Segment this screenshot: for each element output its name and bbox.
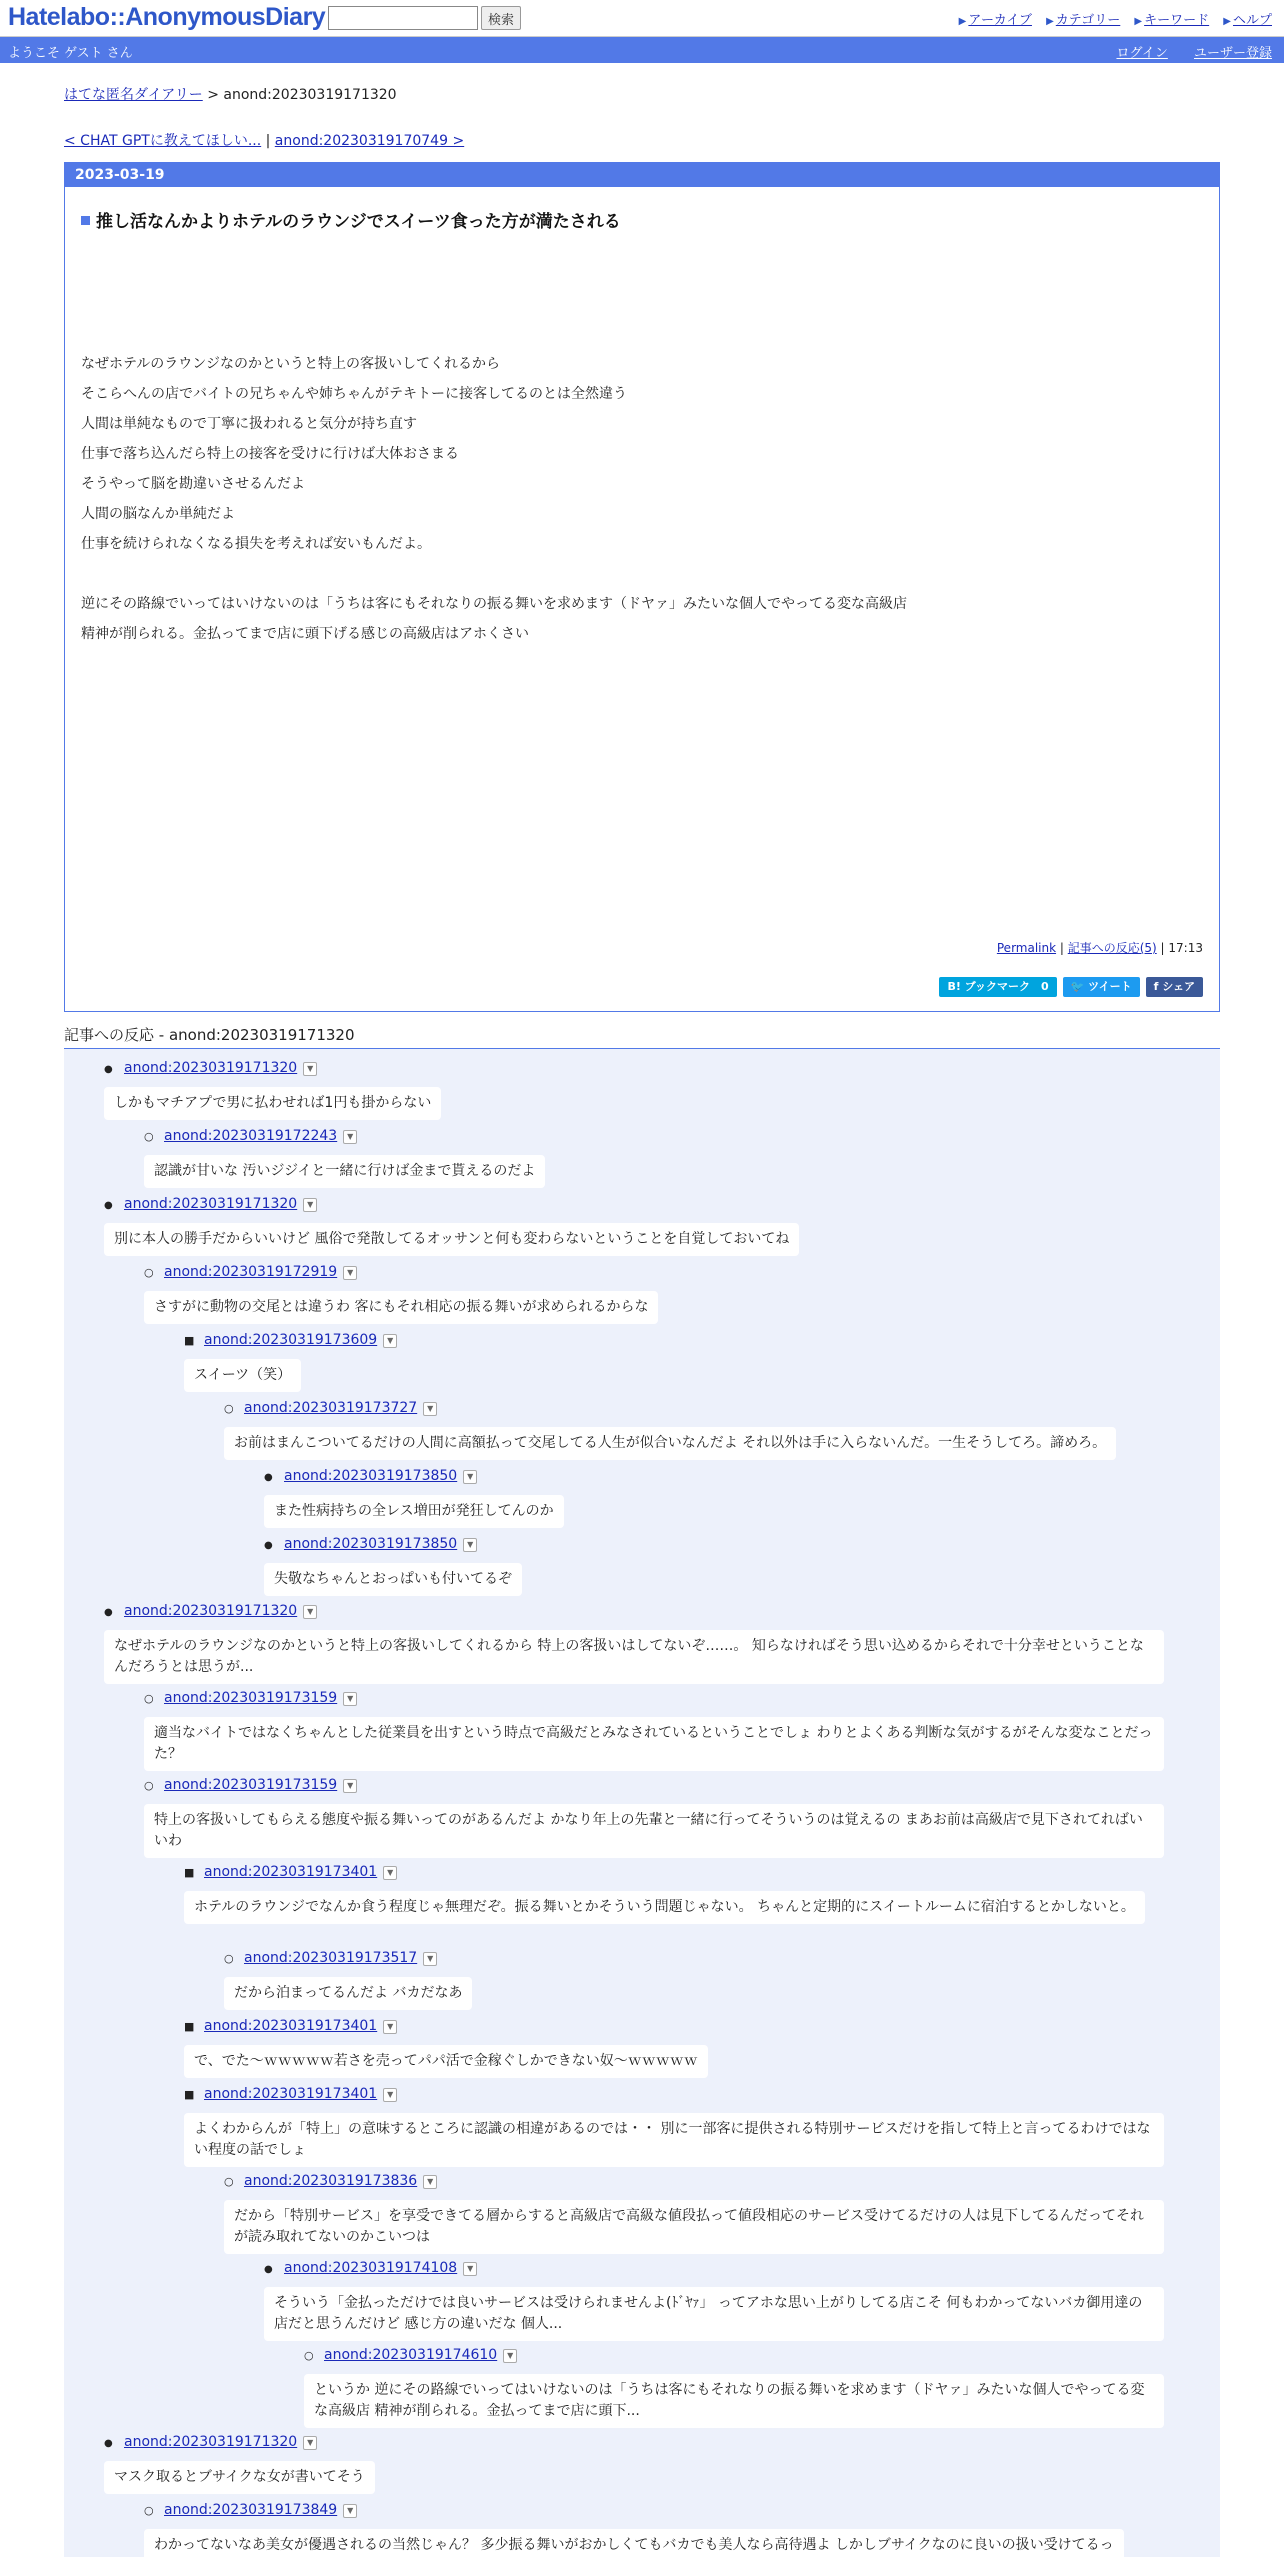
expand-toggle-icon[interactable]: ▼	[343, 2504, 357, 2518]
reaction-item	[264, 1465, 1164, 1528]
reaction-item	[264, 2257, 1164, 2341]
reaction-text: お前はまんこついてるだけの人間に高額払って交尾してる人生が似合いなんだよ それ以外は手に入らないんだ。一生そうしてろ。諦めろ。	[224, 1427, 1116, 1460]
entry-line: 精神が削られる。金払ってまで店に頭下げる感じの高級店はアホくさい	[81, 626, 529, 642]
breadcrumb-current: anond:20230319171320	[223, 87, 397, 103]
nav-keyword[interactable]: キーワード	[1144, 13, 1210, 28]
reaction-link[interactable]: anond:20230319173159	[164, 1777, 338, 1793]
bullet-icon: ○	[144, 1779, 154, 1792]
reaction-item	[144, 1125, 1164, 1188]
arrow-icon: ▶	[958, 16, 967, 27]
welcome-text: ようこそ ゲスト さん	[8, 46, 133, 61]
expand-toggle-icon[interactable]: ▼	[303, 1198, 317, 1212]
entry-title-text: 推し活なんかよりホテルのラウンジでスイーツ食った方が満たされる	[96, 212, 621, 232]
reactions-link[interactable]: 記事への反応(5)	[1067, 941, 1157, 955]
reaction-text: さすがに動物の交尾とは違うわ 客にもそれ相応の振る舞いが求められるからな	[144, 1291, 658, 1324]
site-logo[interactable]: Hatelabo::AnonymousDiary	[8, 3, 326, 31]
expand-toggle-icon[interactable]: ▼	[303, 1605, 317, 1619]
facebook-share-button[interactable]: f シェア	[1146, 977, 1203, 997]
expand-toggle-icon[interactable]: ▼	[383, 2020, 397, 2034]
reaction-item	[144, 2499, 1164, 2562]
reaction-link[interactable]: anond:20230319173517	[244, 1950, 418, 1966]
entry-line: 人間の脳なんか単純だよ	[81, 506, 235, 522]
arrow-icon: ▶	[1223, 16, 1231, 27]
bullet-icon: ○	[224, 1402, 234, 1415]
entry-date: 2023-03-19	[65, 163, 1219, 187]
entry-line: 人間は単純なもので丁寧に扱われると気分が持ち直す	[81, 416, 417, 432]
entry-time: 17:13	[1168, 941, 1203, 955]
prev-entry-link[interactable]: < CHAT GPTに教えてほしい...	[64, 133, 262, 149]
bullet-icon: ■	[184, 2088, 195, 2101]
expand-toggle-icon[interactable]: ▼	[503, 2349, 517, 2363]
reaction-text: で、でた～ｗｗｗｗｗ若さを売ってパパ活で金稼ぐしかできない奴～ｗｗｗｗｗ	[184, 2045, 708, 2078]
entry-body	[81, 349, 907, 649]
search-button[interactable]: 検索	[481, 6, 521, 30]
expand-toggle-icon[interactable]: ▼	[343, 1779, 357, 1793]
main-content	[64, 84, 1220, 2557]
reaction-item	[304, 2344, 1164, 2428]
reaction-link[interactable]: anond:20230319173836	[244, 2173, 418, 2189]
next-entry-link[interactable]: anond:20230319170749 >	[274, 133, 465, 149]
nav-archive[interactable]: アーカイブ	[968, 13, 1032, 28]
bullet-icon: ●	[104, 1064, 113, 1075]
expand-toggle-icon[interactable]: ▼	[343, 1266, 357, 1280]
reaction-link[interactable]: anond:20230319173850	[284, 1468, 458, 1484]
reaction-item	[224, 1947, 1164, 2010]
register-link[interactable]: ユーザー登録	[1193, 46, 1272, 61]
reaction-item	[144, 1687, 1164, 1771]
login-link[interactable]: ログイン	[1116, 46, 1168, 61]
reaction-item	[144, 1774, 1164, 1858]
expand-toggle-icon[interactable]: ▼	[463, 1470, 477, 1484]
entry-line: 逆にその路線でいってはいけないのは「うちは客にもそれなりの振る舞いを求めます（ドヤァ」みたいな個人でやってる変な高級店	[81, 596, 907, 612]
reactions-tree	[64, 1049, 1220, 2557]
top-nav	[949, 9, 1272, 28]
reactions-header: 記事への反応 - anond:20230319171320	[64, 1024, 1220, 1049]
reaction-link[interactable]: anond:20230319171320	[124, 1196, 298, 1212]
share-buttons	[939, 977, 1203, 997]
nav-category[interactable]: カテゴリー	[1055, 13, 1121, 28]
reaction-link[interactable]: anond:20230319172243	[164, 1128, 338, 1144]
reaction-link[interactable]: anond:20230319171320	[124, 1060, 298, 1076]
bullet-icon: ●	[104, 1200, 113, 1211]
reaction-item	[104, 1600, 1164, 1684]
reaction-link[interactable]: anond:20230319171320	[124, 2434, 298, 2450]
reaction-text: わかってないなあ美女が優遇されるの当然じゃん？ 多少振る舞いがおかしくてもバカでも美人なら高待遇よ しかしブサイクなのに良いの扱い受けてるっ	[144, 2529, 1124, 2562]
reaction-text: マスク取るとブサイクな女が書いてそう	[104, 2461, 375, 2494]
reaction-item	[144, 1261, 1164, 1324]
bullet-icon: ○	[304, 2349, 314, 2362]
reaction-text: また性病持ちの全レス増田が発狂してんのか	[264, 1495, 564, 1528]
tweet-button[interactable]: 🐦 ツイート	[1063, 977, 1140, 997]
breadcrumb-sep: >	[207, 87, 219, 103]
reaction-link[interactable]: anond:20230319173401	[204, 1864, 378, 1880]
entry-line: 仕事で落ち込んだら特上の接客を受けに行けば大体おさまる	[81, 446, 459, 462]
bullet-icon: ●	[104, 2438, 113, 2449]
twitter-icon: 🐦	[1070, 980, 1089, 993]
reaction-link[interactable]: anond:20230319173159	[164, 1690, 338, 1706]
reaction-item	[264, 1533, 1164, 1596]
reaction-item	[104, 1057, 1164, 1120]
expand-toggle-icon[interactable]: ▼	[423, 1952, 437, 1966]
reaction-text: しかもマチアプで男に払わせれば1円も掛からない	[104, 1087, 441, 1120]
arrow-icon: ▶	[1134, 16, 1143, 27]
reaction-link[interactable]: anond:20230319174108	[284, 2260, 458, 2276]
search-input[interactable]	[328, 6, 478, 30]
reaction-item	[224, 1397, 1164, 1460]
bullet-icon: ○	[144, 1266, 154, 1279]
bullet-icon: ●	[264, 1540, 273, 1551]
bullet-icon: ●	[264, 1472, 273, 1483]
expand-toggle-icon[interactable]: ▼	[423, 2175, 437, 2189]
permalink[interactable]: Permalink	[996, 941, 1057, 955]
bullet-icon: ■	[184, 1334, 195, 1347]
reaction-text: だから「特別サービス」を享受できてる層からすると高級店で高級な値段払って値段相応のサービス受けてるだけの人は見下してるんだってそれが読み取れてないのかこいつは	[224, 2200, 1164, 2254]
reaction-item	[184, 2015, 1164, 2078]
expand-toggle-icon[interactable]: ▼	[343, 1692, 357, 1706]
arrow-icon: ▶	[1046, 16, 1054, 27]
reaction-link[interactable]: anond:20230319172919	[164, 1264, 338, 1280]
welcome-bar	[0, 37, 1284, 63]
reaction-text: よくわからんが「特上」の意味するところに認識の相違があるのでは・・ 別に一部客に提供される特別サービスだけを指して特上と言ってるわけではない程度の話でしょ	[184, 2113, 1164, 2167]
reaction-text: 特上の客扱いしてもらえる態度や振る舞いってのがあるんだよ かなり年上の先輩と一緒に行ってそういうのは覚えるの まあお前は高級店で見下されてればいいわ	[144, 1804, 1164, 1858]
reaction-link[interactable]: anond:20230319173850	[284, 1536, 458, 1552]
reaction-text: 適当なバイトではなくちゃんとした従業員を出すという時点で高級だとみなされているということでしょ わりとよくある判断な気がするがそんな変なことだった？	[144, 1717, 1164, 1771]
expand-toggle-icon[interactable]: ▼	[303, 2436, 317, 2450]
expand-toggle-icon[interactable]: ▼	[383, 2088, 397, 2102]
pager-sep: |	[265, 133, 271, 149]
reaction-text: なぜホテルのラウンジなのかというと特上の客扱いしてくれるから 特上の客扱いはしてないぞ……。 知らなければそう思い込めるからそれで十分幸せということなんだろうとは思うが...	[104, 1630, 1164, 1684]
expand-toggle-icon[interactable]: ▼	[303, 1062, 317, 1076]
reaction-link[interactable]: anond:20230319173727	[244, 1400, 418, 1416]
expand-toggle-icon[interactable]: ▼	[463, 1538, 477, 1552]
expand-toggle-icon[interactable]: ▼	[423, 1402, 437, 1416]
reaction-link[interactable]: anond:20230319173401	[204, 2018, 378, 2034]
pager	[64, 130, 1220, 150]
reaction-item	[184, 2083, 1164, 2167]
entry-line: 仕事を続けられなくなる損失を考えれば安いもんだよ。	[81, 536, 431, 552]
reaction-item	[224, 2170, 1164, 2254]
entry-line	[81, 559, 907, 589]
reaction-text: 失敬なちゃんとおっぱいも付いてるぞ	[264, 1563, 522, 1596]
bullet-icon: ■	[184, 2020, 195, 2033]
bullet-icon: ○	[144, 1130, 154, 1143]
entry-box	[64, 162, 1220, 1012]
expand-toggle-icon[interactable]: ▼	[343, 1130, 357, 1144]
expand-toggle-icon[interactable]: ▼	[383, 1866, 397, 1880]
reaction-link[interactable]: anond:20230319174610	[324, 2347, 498, 2363]
reaction-text: そういう「金払っただけでは良いサービスは受けられませんよ(ﾄﾞﾔｧ」 ってアホな思い上がりしてる店こそ 何もわかってないバカ御用達の店だと思うんだけど 感じ方の違いだな 個人...	[264, 2287, 1164, 2341]
bullet-icon: ●	[264, 2264, 273, 2275]
nav-help[interactable]: ヘルプ	[1232, 13, 1272, 28]
entry-line: そこらへんの店でバイトの兄ちゃんや姉ちゃんがテキトーに接客してるのとは全然違う	[81, 386, 627, 402]
square-icon[interactable]	[81, 216, 90, 225]
reaction-link[interactable]: anond:20230319171320	[124, 1603, 298, 1619]
entry-line: なぜホテルのラウンジなのかというと特上の客扱いしてくれるから	[81, 356, 500, 372]
reaction-text: 別に本人の勝手だからいいけど 風俗で発散してるオッサンと何も変わらないということを自覚しておいてね	[104, 1223, 799, 1256]
reaction-item	[104, 2431, 1164, 2494]
reaction-text: ホテルのラウンジでなんか食う程度じゃ無理だぞ。振る舞いとかそういう問題じゃない。 ちゃんと定期的にスイートルームに宿泊するとかしないと。	[184, 1891, 1145, 1924]
top-bar	[0, 0, 1284, 37]
reaction-link[interactable]: anond:20230319173849	[164, 2502, 338, 2518]
bullet-icon: ○	[144, 1692, 154, 1705]
bullet-icon: ○	[224, 2175, 234, 2188]
reaction-text: スイーツ（笑）	[184, 1359, 301, 1392]
reaction-item	[184, 1861, 1164, 1924]
reaction-item	[104, 1193, 1164, 1256]
bullet-icon: ○	[224, 1952, 234, 1965]
entry-line: そうやって脳を勘違いさせるんだよ	[81, 476, 305, 492]
reaction-link[interactable]: anond:20230319173401	[204, 2086, 378, 2102]
bookmark-button[interactable]: B! ブックマーク 0	[939, 977, 1056, 997]
expand-toggle-icon[interactable]: ▼	[463, 2262, 477, 2276]
entry-title	[81, 207, 621, 232]
reaction-text: だから泊まってるんだよ バカだなあ	[224, 1977, 472, 2010]
reaction-text: というか 逆にその路線でいってはいけないのは「うちは客にもそれなりの振る舞いを求めます（ドヤァ」みたいな個人でやってる変な高級店 精神が削られる。金払ってまで店に頭下...	[304, 2374, 1164, 2428]
bullet-icon: ■	[184, 1866, 195, 1879]
entry-meta: Permalink | 記事への反応(5) | 17:13	[996, 941, 1203, 955]
facebook-icon: f	[1153, 980, 1163, 993]
expand-toggle-icon[interactable]: ▼	[383, 1334, 397, 1348]
bullet-icon: ○	[144, 2504, 154, 2517]
breadcrumb-home[interactable]: はてな匿名ダイアリー	[64, 87, 203, 103]
bullet-icon: ●	[104, 1607, 113, 1618]
reaction-text: 認識が甘いな 汚いジジイと一緒に行けば金まで貰えるのだよ	[144, 1155, 545, 1188]
breadcrumb	[64, 84, 1220, 104]
reaction-link[interactable]: anond:20230319173609	[204, 1332, 378, 1348]
reaction-item	[184, 1329, 1164, 1392]
